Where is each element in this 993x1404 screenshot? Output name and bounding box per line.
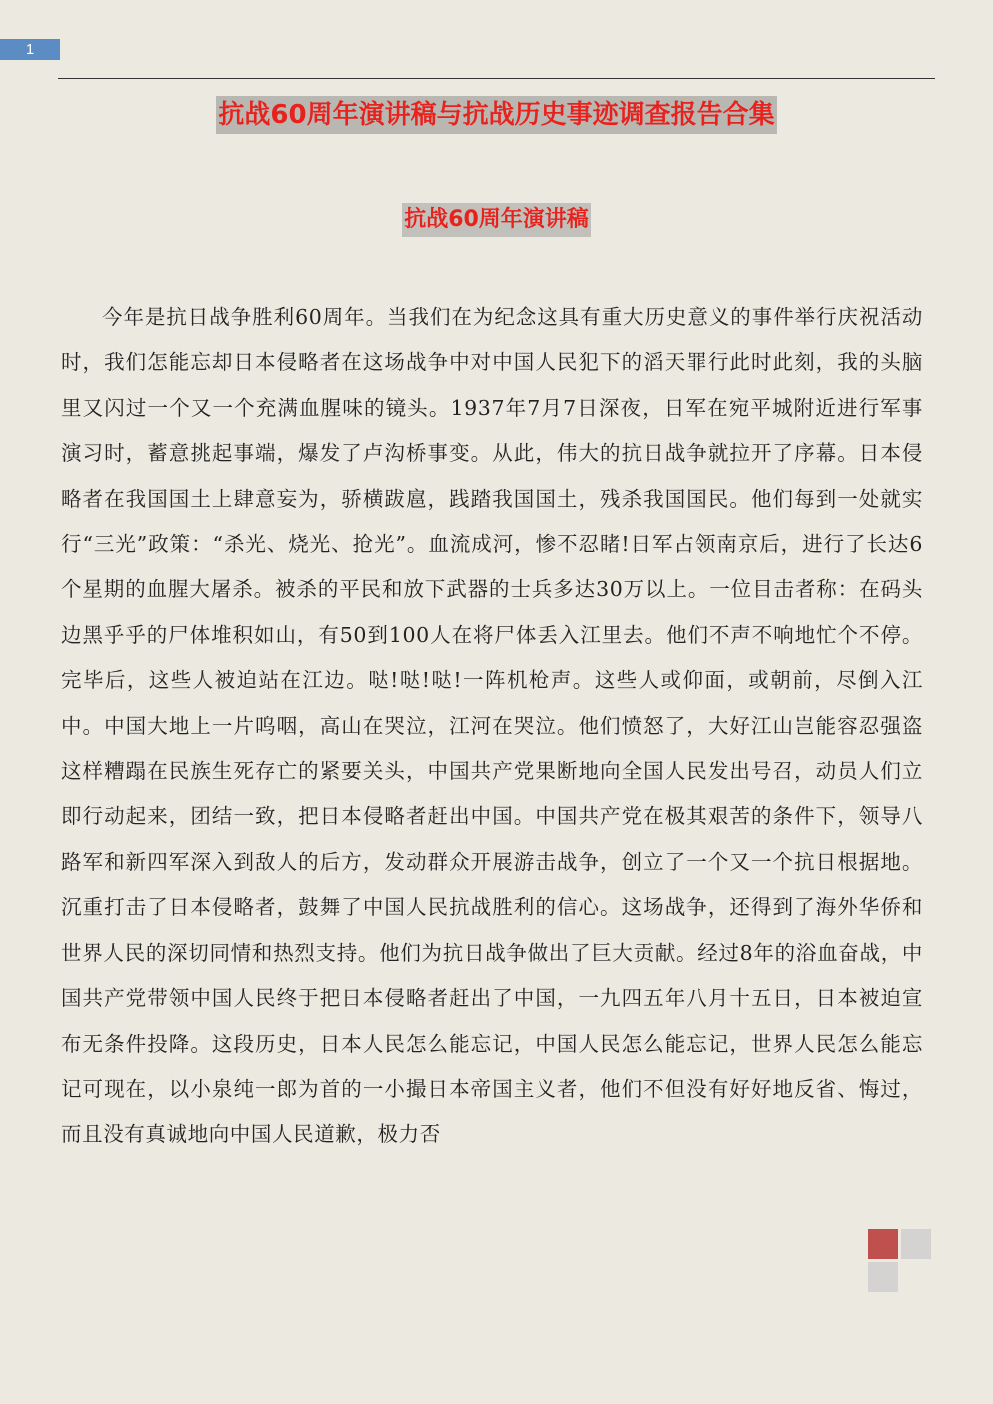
section-title-container — [0, 203, 993, 237]
corner-decoration-grey-square — [901, 1229, 931, 1259]
corner-decoration-red-square — [868, 1229, 898, 1259]
speech-paragraph: 今年是抗日战争胜利60周年。当我们在为纪念这具有重大历史意义的事件举行庆祝活动时，我们怎能忘却日本侵略者在这场战争中对中国人民犯下的滔天罪行此时此刻，我的头脑里又闪过一个又一个充满血腥味的镜头。1937年7月7日深夜，日军在宛平城附近进行军事演习时，蓄意挑起事端，爆发了卢沟桥事变。从此，伟大的抗日战争就拉开了序幕。日本侵略者在我国国土上肆意妄为，骄横跋扈，践踏我国国土，残杀我国国民。他们每到一处就实行“三光”政策：“杀光、烧光、抢光”。血流成河，惨不忍睹!日军占领南京后，进行了长达6个星期的血腥大屠杀。被杀的平民和放下武器的士兵多达30万以上。一位目击者称：在码头边黑乎乎的尸体堆积如山，有50到100人在将尸体丢入江里去。他们不声不响地忙个不停。完毕后，这些人被迫站在江边。哒!哒!哒!一阵机枪声。这些人或仰面，或朝前，尽倒入江中。中国大地上一片呜咽，高山在哭泣，江河在哭泣。他们愤怒了，大好江山岂能容忍强盗这样糟蹋在民族生死存亡的紧要关头，中国共产党果断地向全国人民发出号召，动员人们立即行动起来，团结一致，把日本侵略者赶出中国。中国共产党在极其艰苦的条件下，领导八路军和新四军深入到敌人的后方，发动群众开展游击战争，创立了一个又一个抗日根据地。沉重打击了日本侵略者，鼓舞了中国人民抗战胜利的信心。这场战争，还得到了海外华侨和世界人民的深切同情和热烈支持。他们为抗日战争做出了巨大贡献。经过8年的浴血奋战，中国共产党带领中国人民终于把日本侵略者赶出了中国，一九四五年八月十五日，日本被迫宣布无条件投降。这段历史，日本人民怎么能忘记，中国人民怎么能忘记，世界人民怎么能忘记可现在，以小泉纯一郎为首的一小撮日本帝国主义者，他们不但没有好好地反省、悔过，而且没有真诚地向中国人民道歉，极力否 — [61, 305, 923, 1147]
main-title-container — [0, 96, 993, 134]
document-main-title: 抗战60周年演讲稿与抗战历史事迹调查报告合集 — [216, 96, 776, 134]
section-title: 抗战60周年演讲稿 — [402, 203, 591, 237]
page-number-badge: 1 — [0, 39, 60, 60]
header-divider — [58, 78, 935, 79]
corner-decoration-grey-square — [868, 1262, 898, 1292]
